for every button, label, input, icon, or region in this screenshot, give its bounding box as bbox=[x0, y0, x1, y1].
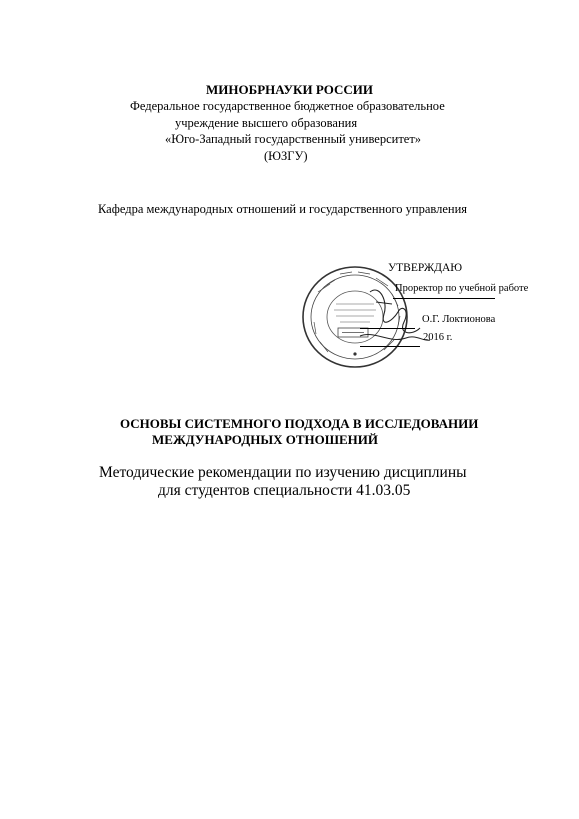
org-line-2: учреждение высшего образования bbox=[175, 116, 358, 130]
org-abbreviation: (ЮЗГУ) bbox=[264, 149, 308, 163]
document-title-line-2: МЕЖДУНАРОДНЫХ ОТНОШЕНИЙ bbox=[152, 432, 379, 447]
org-line-1: Федеральное государственное бюджетное образовательное bbox=[130, 99, 445, 113]
document-subtitle-line-1: Методические рекомендации по изучению дисциплины bbox=[99, 464, 467, 481]
department-name: Кафедра международных отношений и государственного управления bbox=[98, 202, 468, 216]
org-line-3: «Юго-Западный государственный университет» bbox=[165, 132, 422, 146]
approval-title: УТВЕРЖДАЮ bbox=[388, 262, 463, 274]
date-line bbox=[360, 346, 420, 347]
approval-year: 2016 г. bbox=[423, 332, 453, 343]
document-title-line-1: ОСНОВЫ СИСТЕМНОГО ПОДХОДА В ИССЛЕДОВАНИИ bbox=[120, 416, 479, 431]
document-subtitle-line-2: для студентов специальности 41.03.05 bbox=[158, 482, 411, 499]
role-underline bbox=[393, 298, 495, 299]
approver-name: О.Г. Локтионова bbox=[422, 314, 496, 325]
approval-role: Проректор по учебной работе bbox=[395, 283, 529, 294]
ministry-name: МИНОБРНАУКИ РОССИИ bbox=[206, 82, 373, 97]
signature-line bbox=[360, 328, 415, 329]
